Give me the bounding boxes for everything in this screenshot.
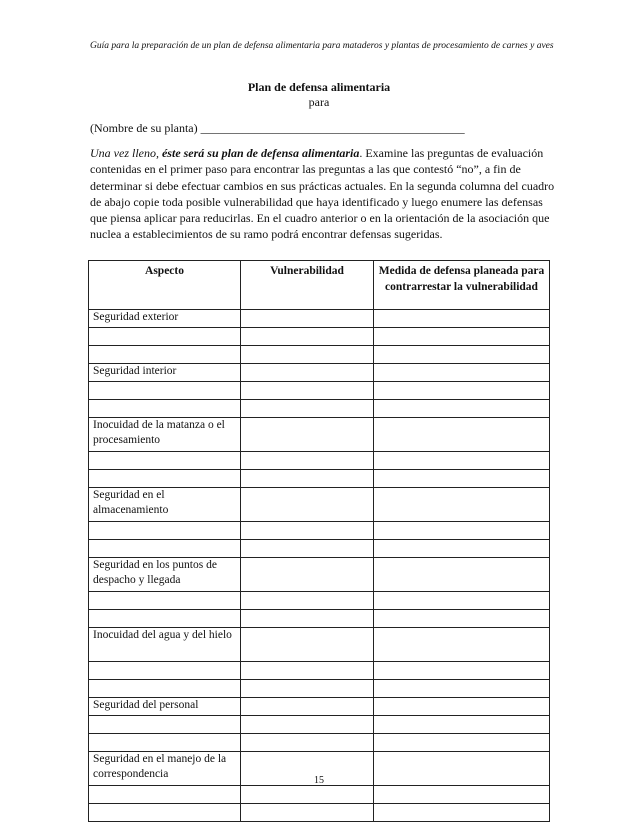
vulnerability-cell[interactable] [241,346,374,364]
vulnerability-cell[interactable] [241,698,374,716]
table-row [89,522,550,540]
measure-cell[interactable] [374,734,550,752]
measure-cell[interactable] [374,558,550,592]
vulnerability-cell[interactable] [241,452,374,470]
aspect-cell [89,716,241,734]
vulnerability-cell[interactable] [241,540,374,558]
table-row [89,610,550,628]
table-row [89,452,550,470]
aspect-cell [89,734,241,752]
plant-name-line: (Nombre de su planta) ____________________________________________ [90,121,465,135]
vulnerability-cell[interactable] [241,470,374,488]
measure-cell[interactable] [374,470,550,488]
header-aspecto: Aspecto [89,261,241,310]
aspect-cell [89,400,241,418]
measure-cell[interactable] [374,610,550,628]
table-row [89,662,550,680]
aspect-cell [89,452,241,470]
aspect-cell: Seguridad exterior [89,310,241,328]
table-row [89,786,550,804]
aspect-cell: Seguridad en el almacenamiento [89,488,241,522]
aspect-cell [89,662,241,680]
measure-cell[interactable] [374,786,550,804]
aspect-cell [89,786,241,804]
measure-cell[interactable] [374,488,550,522]
table-row [89,310,550,328]
aspect-cell [89,610,241,628]
header-medida: Medida de defensa planeada para contrarrestar la vulnerabilidad [374,261,550,310]
aspect-cell [89,346,241,364]
vulnerability-cell[interactable] [241,418,374,452]
title-main: Plan de defensa alimentaria [247,80,391,94]
table-row [89,382,550,400]
table-row [89,680,550,698]
table-row [89,592,550,610]
measure-cell[interactable] [374,346,550,364]
measure-cell[interactable] [374,716,550,734]
aspect-cell [89,470,241,488]
aspect-cell: Seguridad en los puntos de despacho y llegada [89,558,241,592]
vulnerability-cell[interactable] [241,716,374,734]
measure-cell[interactable] [374,400,550,418]
vulnerability-cell[interactable] [241,628,374,662]
measure-cell[interactable] [374,662,550,680]
header-vulnerabilidad: Vulnerabilidad [241,261,374,310]
vulnerability-cell[interactable] [241,662,374,680]
vulnerability-cell[interactable] [241,310,374,328]
table-row [89,734,550,752]
vulnerability-cell[interactable] [241,400,374,418]
vulnerability-cell[interactable] [241,786,374,804]
table-row [89,400,550,418]
measure-cell[interactable] [374,592,550,610]
measure-cell[interactable] [374,452,550,470]
table-row [89,470,550,488]
measure-cell[interactable] [374,522,550,540]
aspect-cell: Inocuidad de la matanza o el procesamiento [89,418,241,452]
measure-cell[interactable] [374,680,550,698]
aspect-cell: Seguridad interior [89,364,241,382]
table-row [89,364,550,382]
aspect-cell [89,680,241,698]
vulnerability-cell[interactable] [241,804,374,822]
intro-lead: Una vez lleno, [90,146,162,160]
vulnerability-cell[interactable] [241,592,374,610]
vulnerability-cell[interactable] [241,610,374,628]
measure-cell[interactable] [374,328,550,346]
aspect-cell [89,540,241,558]
table-row [89,540,550,558]
aspect-cell [89,592,241,610]
document-title [0,80,638,110]
table-row [89,558,550,592]
measure-cell[interactable] [374,382,550,400]
aspect-cell [89,804,241,822]
table-header-row [89,261,550,310]
table-row [89,488,550,522]
vulnerability-cell[interactable] [241,680,374,698]
page-number: 15 [314,775,324,786]
running-header: Guía para la preparación de un plan de defensa alimentaria para mataderos y plantas de procesamiento de carnes y aves [90,41,554,51]
measure-cell[interactable] [374,628,550,662]
aspect-cell [89,328,241,346]
vulnerability-cell[interactable] [241,328,374,346]
vulnerability-cell[interactable] [241,364,374,382]
table-row [89,346,550,364]
measure-cell[interactable] [374,310,550,328]
table-row [89,698,550,716]
defense-plan-table [88,260,550,822]
measure-cell[interactable] [374,364,550,382]
vulnerability-cell[interactable] [241,488,374,522]
table-row [89,716,550,734]
vulnerability-cell[interactable] [241,522,374,540]
aspect-cell: Seguridad en el manejo de la correspondencia [89,752,241,786]
aspect-cell: Seguridad del personal [89,698,241,716]
vulnerability-cell[interactable] [241,382,374,400]
table-row [89,418,550,452]
aspect-cell [89,382,241,400]
vulnerability-cell[interactable] [241,734,374,752]
aspect-cell: Inocuidad del agua y del hielo [89,628,241,662]
measure-cell[interactable] [374,540,550,558]
measure-cell[interactable] [374,418,550,452]
table-row [89,628,550,662]
intro-body: . Examine las preguntas de evaluación contenidas en el primer paso para encontrar las preguntas a las que contestó “no”, a fin de determinar si debe efectuar cambios en sus prácticas actuales. En la segunda columna del cuadro de abajo copie toda posible vulnerabilidad que haya identificado y luego enumere las defensas que piensa aplicar para reducirlas. En el cuadro anterior o en la orientación de la asociación que nuclea a establecimientos de su ramo podrá encontrar defensas sugeridas. [90,146,555,242]
aspect-cell [89,522,241,540]
measure-cell[interactable] [374,698,550,716]
intro-paragraph [90,145,558,243]
table-row [89,328,550,346]
title-sub: para [308,95,330,109]
intro-lead-strong: éste será su plan de defensa alimentaria [161,146,360,160]
table-row [89,804,550,822]
measure-cell[interactable] [374,804,550,822]
vulnerability-cell[interactable] [241,558,374,592]
